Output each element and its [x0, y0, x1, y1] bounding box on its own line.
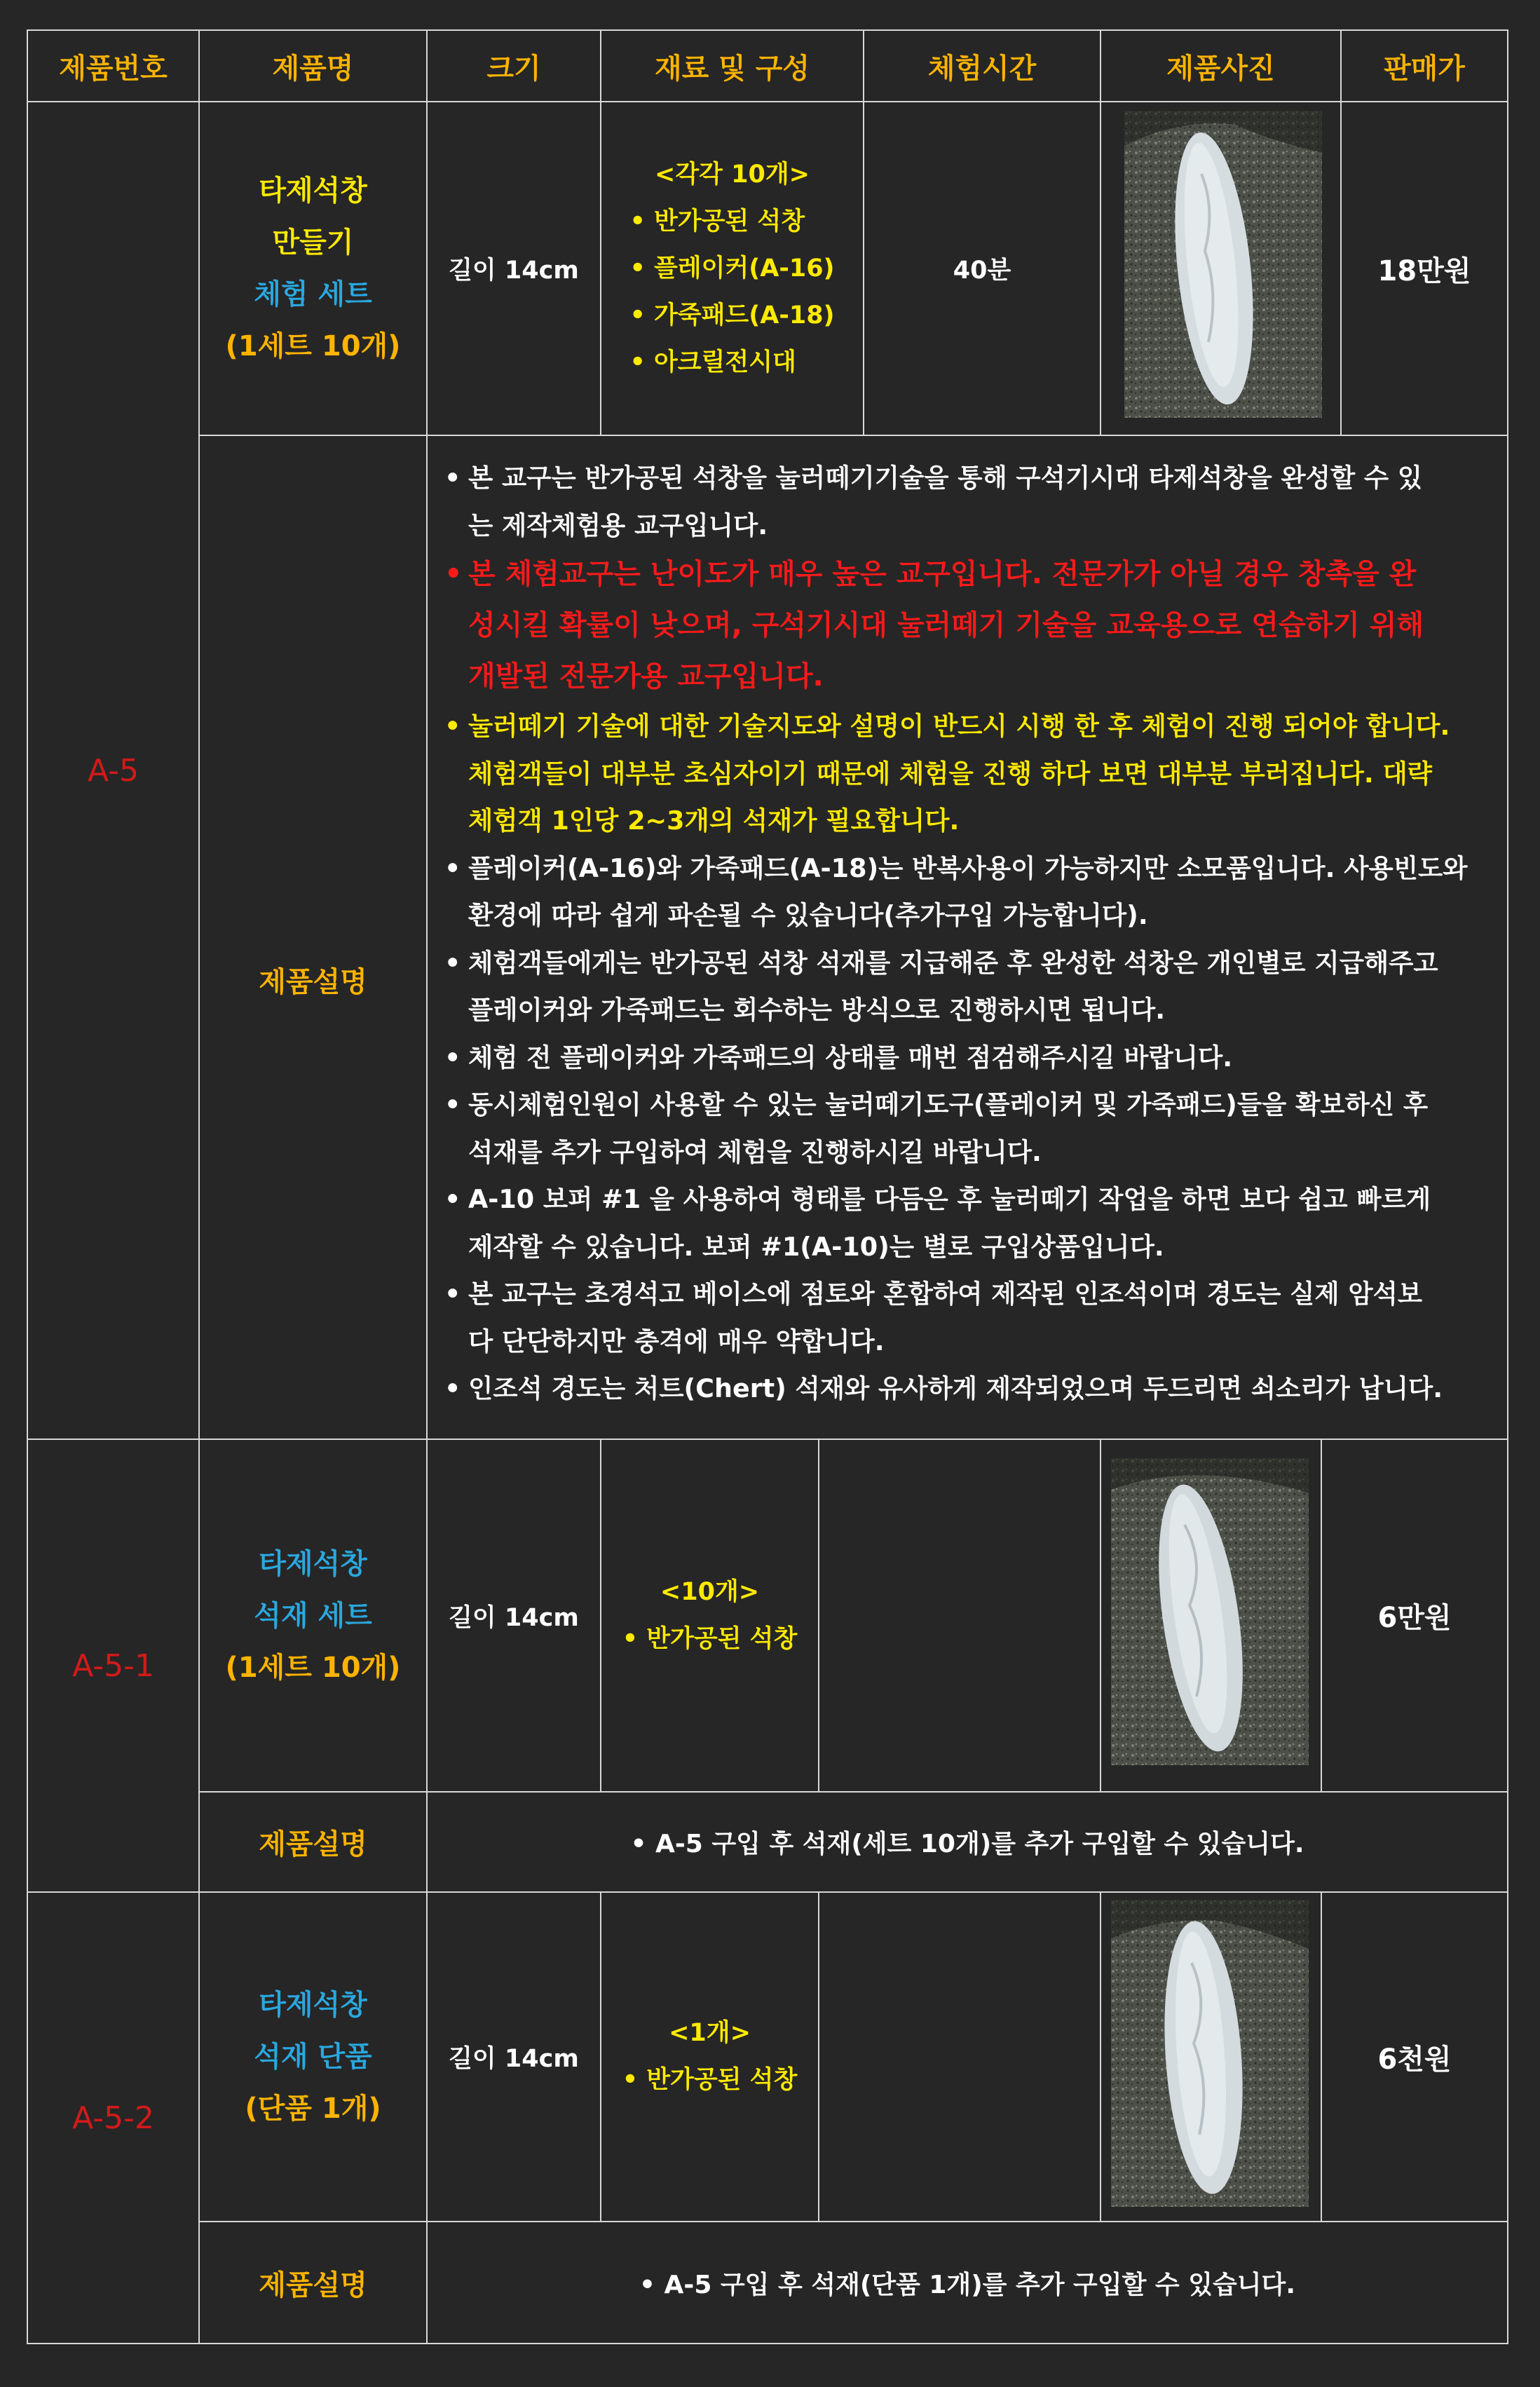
note-item: • 동시체험인원이 사용할 수 있는 눌러떼기도구(플레이커 및 가죽패드)들을 확보하신 후 석재를 추가 구입하여 체험을 진행하시길 바랍니다. — [440, 1081, 1468, 1176]
description-label-a5: 제품설명 — [198, 435, 428, 1440]
description-label-a5-2: 제품설명 — [198, 2221, 428, 2344]
note-item: • 본 교구는 반가공된 석창을 눌러떼기기술을 통해 구석기시대 타제석창을 완성할 수 있 는 제작체험용 교구입니다. — [440, 454, 1468, 549]
note-item: • 플레이커(A-16)와 가죽패드(A-18)는 반복사용이 가능하지만 소모품입니다. 사용빈도와 환경에 따라 쉽게 파손될 수 있습니다(추가구입 가능합니다). — [440, 845, 1468, 939]
header-size: 크기 — [426, 29, 601, 102]
note-item: • 체험 전 플레이커와 가죽패드의 상태를 매번 점검해주시길 바랍니다. — [440, 1034, 1468, 1082]
note-item-highlight: • 눌러떼기 기술에 대한 기술지도와 설명이 반드시 시행 한 후 체험이 진행 되어야 합니다. 체험객들이 대부분 초심자이기 때문에 체험을 진행 하다 보면 대부분 부러집니다. 대략 체험객 1인당 2~3개의 석재가 필요합니다. — [440, 702, 1468, 845]
header-materials: 재료 및 구성 — [600, 29, 864, 102]
description-label-a5-1: 제품설명 — [198, 1791, 428, 1893]
description-note-a5-2: • A-5 구입 후 석재(단품 1개)를 추가 구입할 수 있습니다. — [426, 2221, 1508, 2344]
product-time-a5-2 — [818, 1891, 1101, 2222]
product-size-a5-1: 길이 14cm — [426, 1439, 601, 1793]
note-item: • 인조석 경도는 처트(Chert) 석재와 유사하게 제작되었으며 두드리면 쇠소리가 납니다. — [440, 1365, 1468, 1413]
product-name-a5: 타제석창 만들기 체험 세트 (1세트 10개) — [198, 101, 428, 436]
product-materials-a5-2: <1개> • 반가공된 석창 — [600, 1891, 819, 2222]
header-price: 판매가 — [1340, 29, 1508, 102]
header-product-no: 제품번호 — [27, 29, 200, 102]
spearpoint-photo — [1111, 1900, 1309, 2207]
product-size-a5: 길이 14cm — [426, 101, 601, 436]
spearpoint-photo — [1111, 1458, 1309, 1765]
product-time-a5: 40분 — [863, 101, 1101, 436]
product-materials-a5-1: <10개> • 반가공된 석창 — [600, 1439, 819, 1793]
description-note-a5-1: • A-5 구입 후 석재(세트 10개)를 추가 구입할 수 있습니다. — [426, 1791, 1508, 1893]
description-notes-a5 — [426, 435, 1508, 1440]
header-product-name: 제품명 — [198, 29, 428, 102]
product-price-a5: 18만원 — [1340, 101, 1508, 436]
product-size-a5-2: 길이 14cm — [426, 1891, 601, 2222]
note-item-warning: • 본 체험교구는 난이도가 매우 높은 교구입니다. 전문가가 아닐 경우 창촉을 완 성시킬 확률이 낮으며, 구석기시대 눌러떼기 기술을 교육용으로 연습하기 위해 개발된 전문가용 교구입니다. — [440, 549, 1468, 702]
note-item: • 체험객들에게는 반가공된 석창 석재를 지급해준 후 완성한 석창은 개인별로 지급해주고 플레이커와 가죽패드는 회수하는 방식으로 진행하시면 됩니다. — [440, 939, 1468, 1034]
product-name-a5-2: 타제석창 석재 단품 (단품 1개) — [198, 1891, 428, 2222]
spearpoint-photo — [1124, 111, 1322, 418]
product-price-a5-2: 6천원 — [1321, 1891, 1508, 2222]
product-code-a5: A-5 — [27, 101, 200, 1440]
product-code-a5-2: A-5-2 — [27, 1891, 200, 2344]
product-price-a5-1: 6만원 — [1321, 1439, 1508, 1793]
product-time-a5-1 — [818, 1439, 1101, 1793]
product-code-a5-1: A-5-1 — [27, 1439, 200, 1893]
header-time: 체험시간 — [863, 29, 1101, 102]
product-materials-a5: <각각 10개> • 반가공된 석창 • 플레이커(A-16) • 가죽패드(A-18) • 아크릴전시대 — [600, 101, 864, 436]
header-photo: 제품사진 — [1100, 29, 1342, 102]
note-item: • A-10 보퍼 #1 을 사용하여 형태를 다듬은 후 눌러떼기 작업을 하면 보다 쉽고 빠르게 제작할 수 있습니다. 보퍼 #1(A-10)는 별로 구입상품입니다. — [440, 1176, 1468, 1270]
product-name-a5-1: 타제석창 석재 세트 (1세트 10개) — [198, 1439, 428, 1793]
note-item: • 본 교구는 초경석고 베이스에 점토와 혼합하여 제작된 인조석이며 경도는 실제 암석보 다 단단하지만 충격에 매우 약합니다. — [440, 1270, 1468, 1365]
